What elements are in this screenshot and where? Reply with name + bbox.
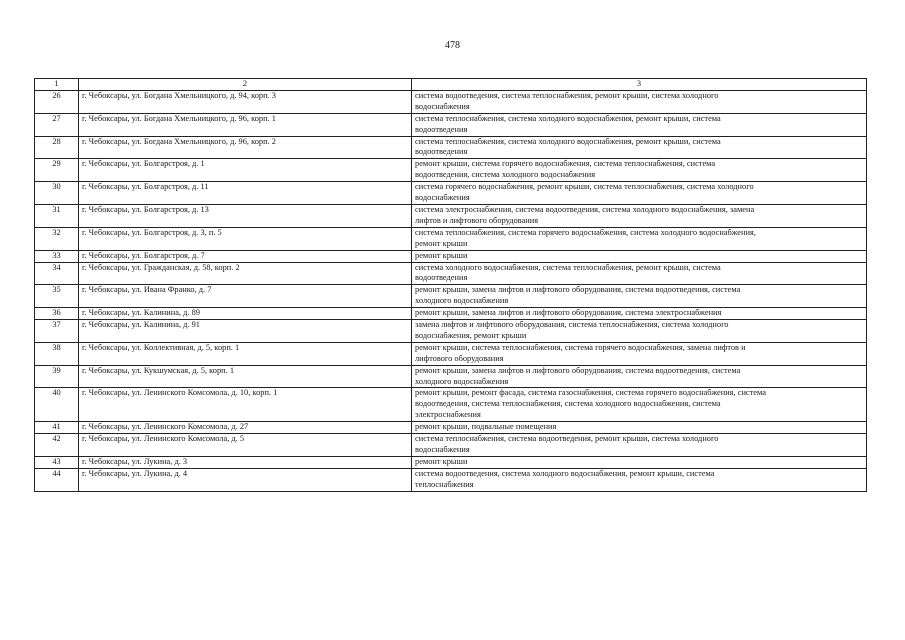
row-number: 35 — [35, 285, 79, 308]
address-cell: г. Чебоксары, ул. Коллективная, д. 5, корп. 1 — [79, 342, 412, 365]
repair-works-cell — [412, 136, 867, 159]
repair-works-line: система теплоснабжения, система холодного водоснабжения, ремонт крыши, система — [415, 113, 721, 123]
repair-works-line: ремонт крыши, замена лифтов и лифтового оборудования, система электроснабжения — [415, 308, 722, 318]
row-number: 37 — [35, 320, 79, 343]
address-cell: г. Чебоксары, ул. Богдана Хмельницкого, д. 94, корп. 3 — [79, 90, 412, 113]
address-cell: г. Чебоксары, ул. Гражданская, д. 58, корп. 2 — [79, 262, 412, 285]
repair-works-line: система теплоснабжения, система горячего водоснабжения, система холодного водоснабжения, — [415, 227, 756, 237]
address-cell: г. Чебоксары, ул. Калинина, д. 89 — [79, 308, 412, 320]
repair-works-line: система теплоснабжения, система водоотведения, ремонт крыши, система холодного — [415, 434, 719, 444]
repair-works-cell — [412, 365, 867, 388]
address-cell: г. Чебоксары, ул. Болгарстроя, д. 13 — [79, 204, 412, 227]
row-number: 26 — [35, 90, 79, 113]
repair-works-cell — [412, 262, 867, 285]
address-cell: г. Чебоксары, ул. Ленинского Комсомола, д. 5 — [79, 434, 412, 457]
row-number: 38 — [35, 342, 79, 365]
repair-works-line: лифтов и лифтового оборудования — [415, 215, 539, 225]
repair-works-cell — [412, 308, 867, 320]
repair-works-line: водоотведения, система холодного водоснабжения — [415, 170, 596, 180]
table-row — [35, 308, 867, 320]
repair-works-line: ремонт крыши, ремонт фасада, система газоснабжения, система горячего водоснабжения, система — [415, 388, 766, 398]
repair-works-line: водоотведения, система теплоснабжения, система холодного водоснабжения, система — [415, 399, 721, 409]
table-row — [35, 456, 867, 468]
repair-works-line: ремонт крыши, подвальные помещения — [415, 422, 557, 432]
repair-works-cell — [412, 182, 867, 205]
address-cell: г. Чебоксары, ул. Богдана Хмельницкого, д. 96, корп. 2 — [79, 136, 412, 159]
row-number: 39 — [35, 365, 79, 388]
address-cell: г. Чебоксары, ул. Ленинского Комсомола, д. 10, корп. 1 — [79, 388, 412, 422]
table-row — [35, 388, 867, 422]
repair-table — [34, 78, 867, 492]
repair-works-cell — [412, 90, 867, 113]
address-cell: г. Чебоксары, ул. Лукина, д. 3 — [79, 456, 412, 468]
repair-works-cell — [412, 422, 867, 434]
table-row — [35, 204, 867, 227]
row-number: 41 — [35, 422, 79, 434]
repair-works-line: водоснабжения — [415, 445, 470, 454]
row-number: 30 — [35, 182, 79, 205]
table-row — [35, 320, 867, 343]
repair-works-cell — [412, 113, 867, 136]
repair-works-line: электроснабжения — [415, 410, 481, 420]
column-header: 2 — [79, 79, 412, 91]
table-row — [35, 90, 867, 113]
repair-works-line: система электроснабжения, система водоотведения, система холодного водоснабжения, замена — [415, 204, 755, 214]
repair-works-line: теплоснабжения — [415, 479, 474, 489]
column-header: 1 — [35, 79, 79, 91]
table-row — [35, 342, 867, 365]
repair-works-line: ремонт крыши — [415, 238, 468, 248]
repair-works-line: ремонт крыши, замена лифтов и лифтового оборудования, система водоотведения, система — [415, 365, 741, 375]
repair-works-line: водоотведения — [415, 273, 468, 283]
address-cell: г. Чебоксары, ул. Ивана Франко, д. 7 — [79, 285, 412, 308]
page-number: 478 — [445, 40, 460, 51]
table-row — [35, 159, 867, 182]
row-number: 33 — [35, 250, 79, 262]
repair-works-cell — [412, 250, 867, 262]
row-number: 40 — [35, 388, 79, 422]
table-row — [35, 227, 867, 250]
table-row — [35, 262, 867, 285]
row-number: 28 — [35, 136, 79, 159]
repair-works-line: водоотведения — [415, 124, 468, 134]
table-row — [35, 365, 867, 388]
address-cell: г. Чебоксары, ул. Болгарстроя, д. 7 — [79, 250, 412, 262]
repair-works-line: лифтового оборудования — [415, 353, 504, 363]
table-row — [35, 468, 867, 491]
address-cell: г. Чебоксары, ул. Кукшумская, д. 5, корп. 1 — [79, 365, 412, 388]
repair-works-cell — [412, 285, 867, 308]
row-number: 34 — [35, 262, 79, 285]
table-row — [35, 422, 867, 434]
table-row — [35, 434, 867, 457]
table-row — [35, 136, 867, 159]
table-header-row — [35, 79, 867, 91]
repair-works-line: система водоотведения, система холодного водоснабжения, ремонт крыши, система — [415, 468, 715, 478]
repair-works-cell — [412, 204, 867, 227]
repair-works-cell — [412, 388, 867, 422]
table-row — [35, 250, 867, 262]
row-number: 29 — [35, 159, 79, 182]
repair-works-line: холодного водоснабжения — [415, 376, 509, 386]
table-row — [35, 285, 867, 308]
repair-works-cell — [412, 320, 867, 343]
column-header: 3 — [412, 79, 867, 91]
repair-works-line: система холодного водоснабжения, система теплоснабжения, ремонт крыши, система — [415, 262, 721, 272]
row-number: 43 — [35, 456, 79, 468]
repair-works-line: водоснабжения — [415, 193, 470, 203]
address-cell: г. Чебоксары, ул. Калинина, д. 91 — [79, 320, 412, 343]
address-cell: г. Чебоксары, ул. Ленинского Комсомола, д. 27 — [79, 422, 412, 434]
address-cell: г. Чебоксары, ул. Богдана Хмельницкого, д. 96, корп. 1 — [79, 113, 412, 136]
row-number: 27 — [35, 113, 79, 136]
row-number: 44 — [35, 468, 79, 491]
repair-works-line: ремонт крыши — [415, 250, 468, 260]
repair-works-line: ремонт крыши, система теплоснабжения, система горячего водоснабжения, замена лифтов и — [415, 342, 746, 352]
table-row — [35, 113, 867, 136]
repair-works-cell — [412, 159, 867, 182]
repair-works-cell — [412, 468, 867, 491]
repair-works-line: замена лифтов и лифтового оборудования, система теплоснабжения, система холодного — [415, 320, 729, 330]
repair-works-cell — [412, 227, 867, 250]
table-row — [35, 182, 867, 205]
repair-works-line: водоснабжения, ремонт крыши — [415, 330, 527, 340]
repair-works-line: ремонт крыши, замена лифтов и лифтового оборудования, система водоотведения, система — [415, 285, 741, 295]
repair-works-cell — [412, 342, 867, 365]
row-number: 42 — [35, 434, 79, 457]
address-cell: г. Чебоксары, ул. Болгарстроя, д. 11 — [79, 182, 412, 205]
row-number: 32 — [35, 227, 79, 250]
repair-works-line: система водоотведения, система теплоснабжения, ремонт крыши, система холодного — [415, 90, 719, 100]
repair-works-line: холодного водоснабжения — [415, 296, 509, 306]
repair-works-line: ремонт крыши, система горячего водоснабжения, система теплоснабжения, система — [415, 159, 716, 169]
address-cell: г. Чебоксары, ул. Болгарстроя, д. 3, п. 5 — [79, 227, 412, 250]
row-number: 36 — [35, 308, 79, 320]
repair-works-line: система горячего водоснабжения, ремонт крыши, система теплоснабжения, система холодного — [415, 182, 754, 192]
address-cell: г. Чебоксары, ул. Болгарстроя, д. 1 — [79, 159, 412, 182]
repair-works-line: система теплоснабжения, система холодного водоснабжения, ремонт крыши, система — [415, 136, 721, 146]
address-cell: г. Чебоксары, ул. Лукина, д. 4 — [79, 468, 412, 491]
repair-works-line: водоснабжения — [415, 101, 470, 111]
row-number: 31 — [35, 204, 79, 227]
repair-works-cell — [412, 456, 867, 468]
repair-works-cell — [412, 434, 867, 457]
repair-works-line: ремонт крыши — [415, 456, 468, 466]
repair-works-line: водоотведения — [415, 147, 468, 157]
